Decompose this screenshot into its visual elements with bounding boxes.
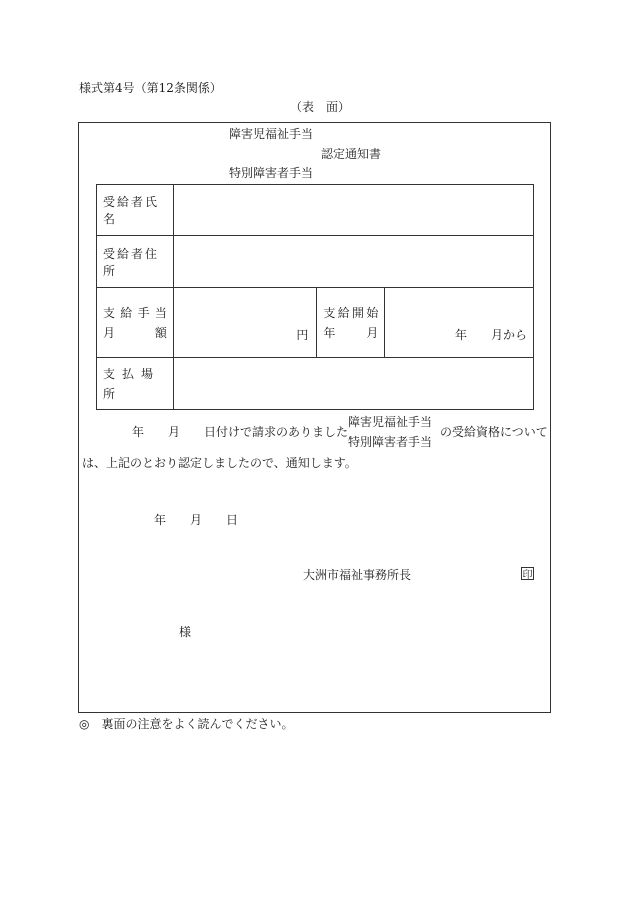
allowance-monthly-label: 支 給 手 当 月 額: [97, 288, 174, 358]
body-allowance-2: 特別障害者手当: [348, 435, 433, 449]
info-table: [96, 184, 534, 410]
body-allowance-1: 障害児福祉手当: [348, 415, 433, 429]
allowance-amount-field[interactable]: [173, 288, 317, 358]
title-allowance-1: 障害児福祉手当: [229, 127, 314, 141]
addressee-suffix: 様: [179, 625, 192, 639]
payment-start-value: 年 月から: [454, 328, 527, 342]
body-date-request: 年 月 日付けで請求のありました: [132, 425, 349, 439]
payment-place-field[interactable]: [173, 358, 533, 410]
seal-mark: 印: [521, 567, 534, 580]
title-allowance-2: 特別障害者手当: [229, 166, 314, 180]
title-main: 認定通知書: [321, 147, 382, 161]
footnote: ◎ 裏面の注意をよく読んでください。: [79, 717, 294, 731]
yen-unit: 円: [296, 328, 309, 342]
recipient-address-label: 受給者住所: [97, 236, 174, 288]
body-tail: の受給資格について: [440, 425, 548, 439]
recipient-name-label: 受給者氏名: [97, 185, 174, 236]
form-number: 様式第4号（第12条関係）: [79, 81, 222, 95]
side-label: （表 面）: [290, 100, 351, 114]
issue-date: 年 月 日: [154, 513, 239, 527]
recipient-name-field[interactable]: [173, 185, 533, 236]
payment-start-label: 支 給 開 始 年 月: [317, 288, 385, 358]
payment-start-field[interactable]: [385, 288, 534, 358]
issuer-name: 大洲市福祉事務所長: [303, 568, 412, 582]
recipient-address-field[interactable]: [173, 236, 533, 288]
body-line-2: は、上記のとおり認定しましたので、通知します。: [82, 456, 357, 470]
payment-place-label: 支払場所: [97, 358, 174, 410]
